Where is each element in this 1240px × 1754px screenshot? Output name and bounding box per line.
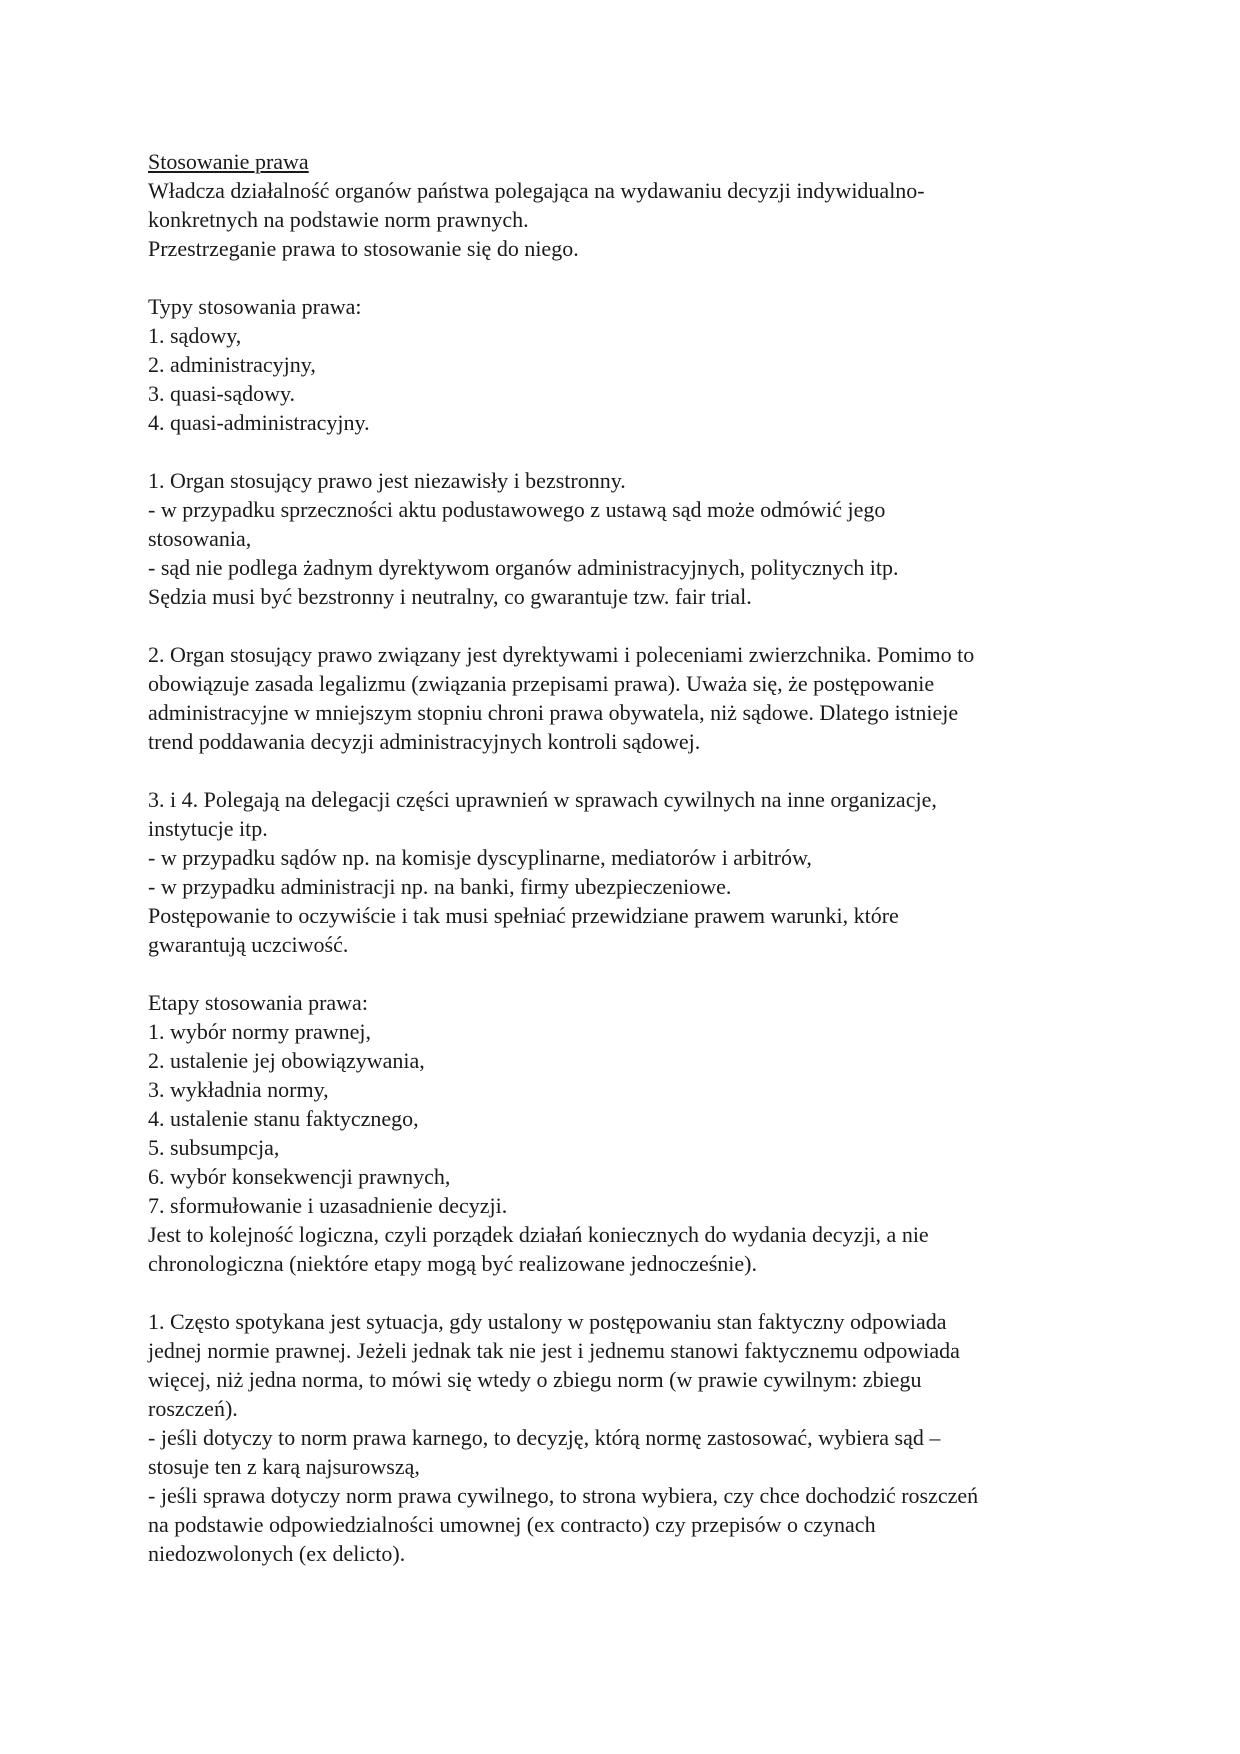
text-line: 1. Często spotykana jest sytuacja, gdy ustalony w postępowaniu stan faktyczny odpowiada [148, 1309, 947, 1334]
text-line: na podstawie odpowiedzialności umownej (ex contracto) czy przepisów o czynach [148, 1512, 876, 1537]
text-line: - sąd nie podlega żadnym dyrektywom organów administracyjnych, politycznych itp. [148, 555, 899, 580]
list-item: 3. wykładnia normy, [148, 1077, 329, 1102]
text-line: więcej, niż jedna norma, to mówi się wtedy o zbiegu norm (w prawie cywilnym: zbiegu [148, 1367, 922, 1392]
text-line: - jeśli sprawa dotyczy norm prawa cywilnego, to strona wybiera, czy chce dochodzić roszczeń [148, 1483, 979, 1508]
paragraph-gap [148, 959, 1108, 988]
text-line: niedozwolonych (ex delicto). [148, 1541, 406, 1566]
paragraph-gap [148, 263, 1108, 292]
text-line: - w przypadku sądów np. na komisje dyscyplinarne, mediatorów i arbitrów, [148, 845, 812, 870]
list-item: 3. quasi-sądowy. [148, 381, 296, 406]
intro-paragraph [148, 176, 1108, 263]
text-line: konkretnych na podstawie norm prawnych. [148, 207, 529, 232]
text-line: Władcza działalność organów państwa polegająca na wydawaniu decyzji indywidualno- [148, 178, 925, 203]
list-item: 2. administracyjny, [148, 352, 316, 377]
text-line: roszczeń). [148, 1396, 238, 1421]
text-line: gwarantują uczciwość. [148, 932, 349, 957]
paragraph-administrative [148, 640, 1108, 756]
paragraph-gap [148, 1278, 1108, 1307]
text-line: - w przypadku administracji np. na banki, firmy ubezpieczeniowe. [148, 874, 732, 899]
list-item: 4. ustalenie stanu faktycznego, [148, 1106, 419, 1131]
paragraph-gap [148, 611, 1108, 640]
text-line: jednej normie prawnej. Jeżeli jednak tak nie jest i jednemu stanowi faktycznemu odpowiada [148, 1338, 960, 1363]
list-item: 2. ustalenie jej obowiązywania, [148, 1048, 425, 1073]
text-line: 2. Organ stosujący prawo związany jest dyrektywami i poleceniami zwierzchnika. Pomimo to [148, 642, 975, 667]
text-line: trend poddawania decyzji administracyjnych kontroli sądowej. [148, 729, 701, 754]
text-line: stosuje ten z karą najsurowszą, [148, 1454, 420, 1479]
types-section [148, 292, 1108, 437]
paragraph-gap [148, 437, 1108, 466]
text-line: 1. Organ stosujący prawo jest niezawisły i bezstronny. [148, 468, 626, 493]
section-heading: Etapy stosowania prawa: [148, 990, 368, 1015]
list-item: 1. sądowy, [148, 323, 242, 348]
text-line: 3. i 4. Polegają na delegacji części uprawnień w sprawach cywilnych na inne organizacje, [148, 787, 937, 812]
list-item: 7. sformułowanie i uzasadnienie decyzji. [148, 1193, 508, 1218]
list-item: 4. quasi-administracyjny. [148, 410, 370, 435]
text-line: administracyjne w mniejszym stopniu chroni prawa obywatela, niż sądowe. Dlatego istnieje [148, 700, 959, 725]
list-item: 1. wybór normy prawnej, [148, 1019, 372, 1044]
text-line: Sędzia musi być bezstronny i neutralny, co gwarantuje tzw. fair trial. [148, 584, 752, 609]
paragraph-judicial [148, 466, 1108, 611]
text-line: - w przypadku sprzeczności aktu podustawowego z ustawą sąd może odmówić jego [148, 497, 886, 522]
text-line: chronologiczna (niektóre etapy mogą być realizowane jednocześnie). [148, 1251, 757, 1276]
text-line: Przestrzeganie prawa to stosowanie się do niego. [148, 236, 579, 261]
section-heading: Typy stosowania prawa: [148, 294, 362, 319]
list-item: 6. wybór konsekwencji prawnych, [148, 1164, 451, 1189]
text-line: Postępowanie to oczywiście i tak musi spełniać przewidziane prawem warunki, które [148, 903, 899, 928]
paragraph-quasi [148, 785, 1108, 959]
text-line: obowiązuje zasada legalizmu (związania przepisami prawa). Uważa się, że postępowanie [148, 671, 935, 696]
text-line: instytucje itp. [148, 816, 268, 841]
list-item: 5. subsumpcja, [148, 1135, 280, 1160]
text-line: stosowania, [148, 526, 252, 551]
stages-section [148, 988, 1108, 1278]
text-line: Jest to kolejność logiczna, czyli porządek działań koniecznych do wydania decyzji, a nie [148, 1222, 929, 1247]
paragraph-concurrence [148, 1307, 1108, 1568]
text-line: - jeśli dotyczy to norm prawa karnego, to decyzję, którą normę zastosować, wybiera sąd – [148, 1425, 941, 1450]
paragraph-gap [148, 756, 1108, 785]
document-title: Stosowanie prawa [148, 149, 309, 174]
document-page [148, 147, 1108, 1568]
